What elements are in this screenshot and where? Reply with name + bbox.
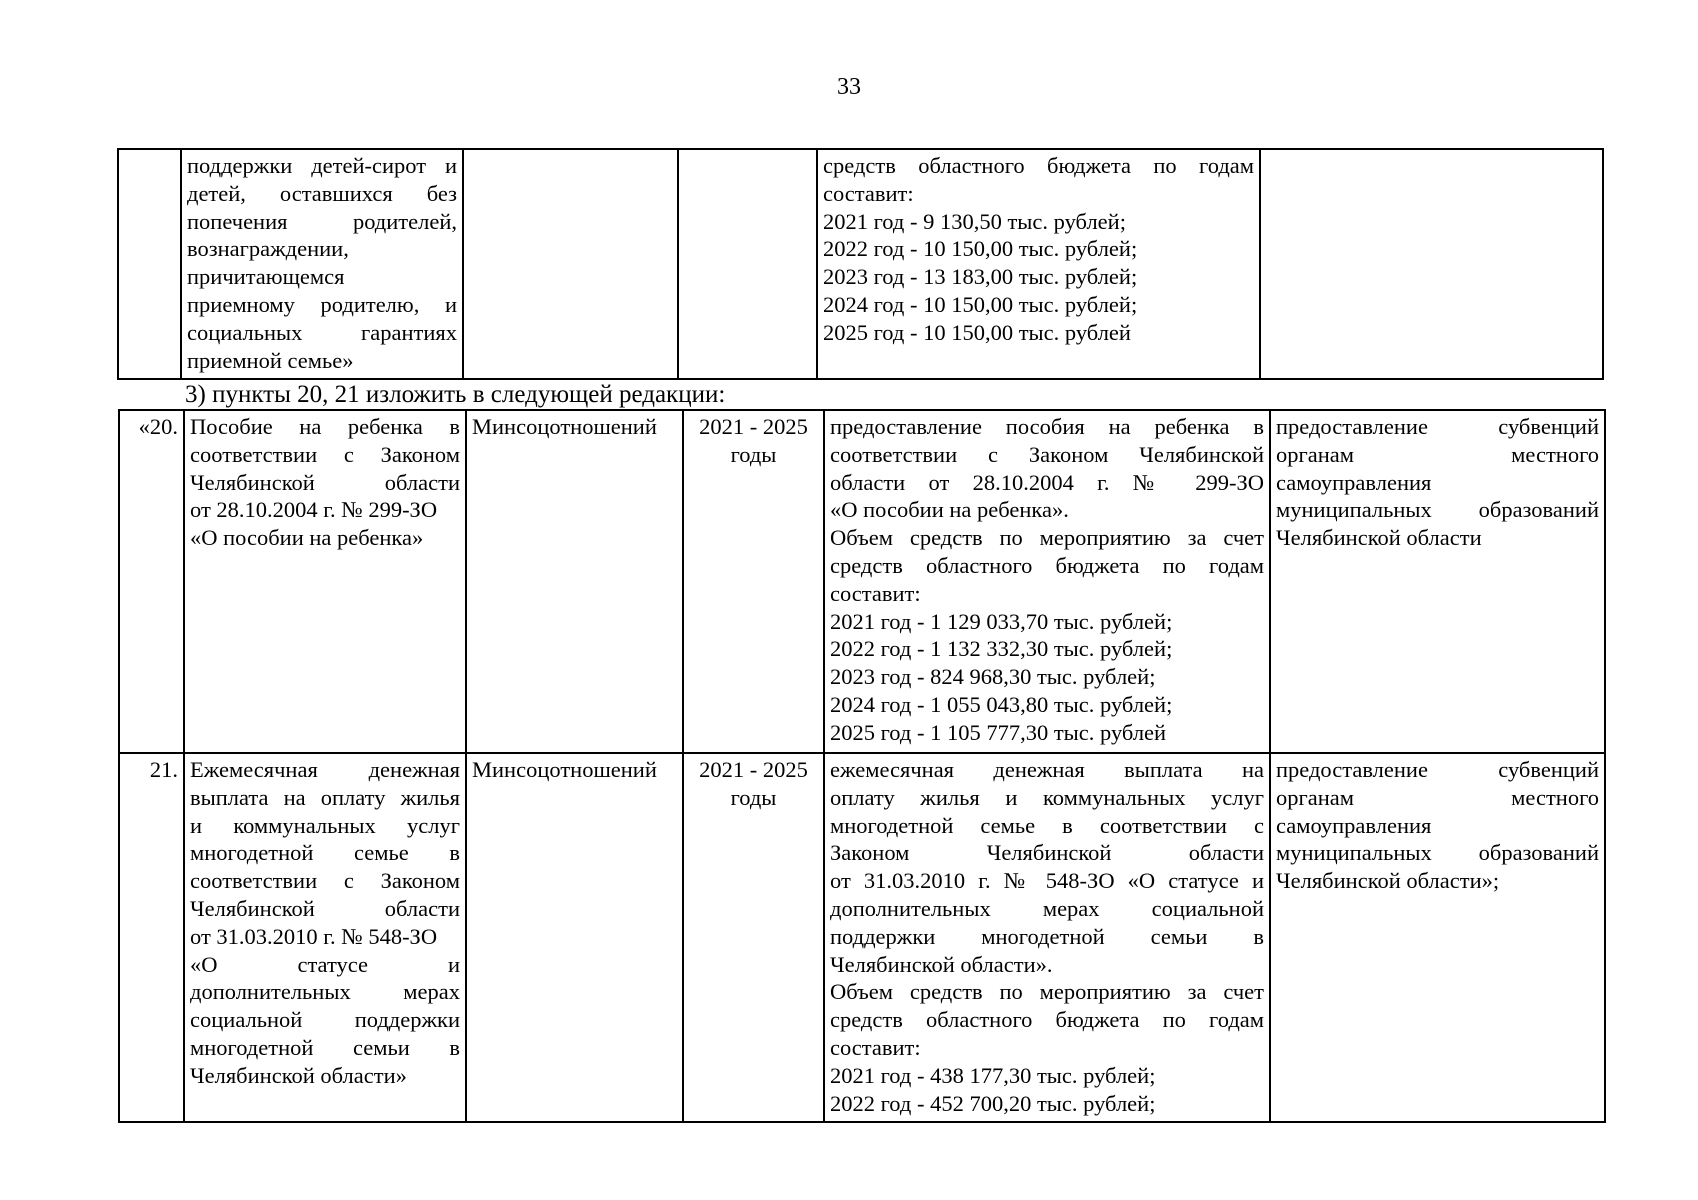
text-line: поддержки многодетной семьи в: [830, 923, 1264, 949]
text-line: приемной семье»: [187, 347, 354, 373]
period-cell: [683, 410, 824, 753]
text-line: органам местного: [1276, 784, 1599, 810]
text-line: предоставление субвенций: [1276, 757, 1599, 782]
text-line: предоставление субвенций: [1276, 414, 1599, 439]
text-line: социальных гарантиях: [187, 319, 457, 345]
text-line: 2021 - 2025: [699, 414, 808, 439]
text-line: соответствии с Законом Челябинской: [830, 441, 1264, 467]
text-line: «О пособии на ребенка»: [190, 525, 424, 551]
description-cell: [817, 149, 1260, 379]
description-cell: [824, 753, 1270, 1122]
measure-name-cell: [181, 149, 463, 379]
text-line: 2025 год - 10 150,00 тыс. рублей: [823, 319, 1131, 345]
mechanism-cell: [1260, 149, 1603, 379]
text-line: 2021 год - 9 130,50 тыс. рублей;: [823, 208, 1126, 234]
text-line: составит:: [830, 580, 921, 606]
text-line: 2024 год - 1 055 043,80 тыс. рублей;: [830, 691, 1173, 717]
text-line: годы: [730, 784, 777, 810]
text-line: дополнительных мерах: [190, 979, 460, 1005]
measure-name-cell: [184, 410, 466, 753]
text-line: детей, оставшихся без: [187, 180, 457, 206]
text-line: ежемесячная денежная выплата на: [830, 757, 1264, 782]
text-line: области от 28.10.2004 г. № 299-ЗО: [830, 469, 1264, 495]
continuation-table: [117, 148, 1604, 380]
text-line: приемному родителю, и: [187, 291, 457, 317]
text-line: Челябинской области: [190, 895, 460, 921]
table-row: [118, 149, 1603, 379]
text-line: многодетной семьи в: [190, 1034, 460, 1060]
table-row: [119, 410, 1605, 753]
text-line: 2022 год - 1 132 332,30 тыс. рублей;: [830, 636, 1173, 662]
text-line: оплату жилья и коммунальных услуг: [830, 784, 1264, 810]
period-cell: [683, 753, 824, 1122]
text-line: 2022 год - 452 700,20 тыс. рублей;: [830, 1090, 1156, 1116]
text-line: предоставление пособия на ребенка в: [830, 414, 1264, 439]
text-line: «О статусе и: [190, 951, 460, 977]
text-line: Пособие на ребенка в: [190, 414, 460, 439]
text-line: соответствии с Законом: [190, 868, 460, 894]
text-line: выплата на оплату жилья: [190, 784, 460, 810]
text-line: составит:: [823, 180, 914, 206]
mechanism-cell: [1270, 753, 1605, 1122]
text-line: причитающемся: [187, 264, 345, 290]
text-line: Челябинской области».: [830, 951, 1053, 977]
text-line: соответствии с Законом: [190, 441, 460, 467]
text-line: и коммунальных услуг: [190, 812, 460, 838]
text-line: Законом Челябинской области: [830, 840, 1264, 866]
text-line: годы: [730, 441, 777, 467]
measure-name-cell: [184, 753, 466, 1122]
text-line: 2021 год - 1 129 033,70 тыс. рублей;: [830, 608, 1173, 634]
mechanism-cell: [1270, 410, 1605, 753]
text-line: Челябинской области: [1276, 525, 1482, 551]
text-line: 2023 год - 824 968,30 тыс. рублей;: [830, 664, 1156, 690]
text-line: 2024 год - 10 150,00 тыс. рублей;: [823, 291, 1138, 317]
executor-cell: [463, 149, 678, 379]
text-line: муниципальных образований: [1276, 840, 1599, 866]
text-line: многодетной семье в: [190, 840, 460, 866]
text-line: 2025 год - 1 105 777,30 тыс. рублей: [830, 719, 1167, 745]
text-line: 2023 год - 13 183,00 тыс. рублей;: [823, 264, 1138, 290]
table-row: [119, 753, 1605, 1122]
text-line: составит:: [830, 1034, 921, 1060]
text-line: 2022 год - 10 150,00 тыс. рублей;: [823, 236, 1138, 262]
description-cell: [824, 410, 1270, 753]
number-cell: [118, 149, 181, 379]
text-line: Челябинской области: [190, 469, 460, 495]
text-line: Объем средств по мероприятию за счет: [830, 525, 1264, 551]
text-line: от 31.03.2010 г. № 548-ЗО: [190, 923, 438, 949]
row-number: 21.: [119, 753, 184, 1122]
text-line: Ежемесячная денежная: [190, 757, 460, 782]
text-line: 2021 год - 438 177,30 тыс. рублей;: [830, 1062, 1156, 1088]
text-line: органам местного: [1276, 441, 1599, 467]
text-line: средств областного бюджета по годам: [830, 552, 1264, 578]
page-number: 33: [837, 74, 861, 100]
text-line: дополнительных мерах социальной: [830, 895, 1264, 921]
text-line: попечения родителей,: [187, 208, 457, 234]
text-line: 2021 - 2025: [699, 757, 808, 782]
text-line: вознаграждении,: [187, 236, 349, 262]
text-line: самоуправления: [1276, 812, 1432, 838]
measures-table: [118, 409, 1606, 1123]
text-line: «О пособии на ребенка».: [830, 497, 1069, 523]
text-line: социальной поддержки: [190, 1007, 460, 1033]
period-cell: [678, 149, 817, 379]
text-line: от 31.03.2010 г. № 548-ЗО «О статусе и: [830, 868, 1264, 894]
text-line: средств областного бюджета по годам: [823, 153, 1254, 178]
text-line: многодетной семье в соответствии с: [830, 812, 1264, 838]
text-line: средств областного бюджета по годам: [830, 1007, 1264, 1033]
text-line: Объем средств по мероприятию за счет: [830, 979, 1264, 1005]
executor-cell: Минсоцотношений: [466, 753, 683, 1122]
text-line: поддержки детей-сирот и: [187, 153, 457, 178]
text-line: Челябинской области»: [190, 1062, 407, 1088]
row-number: «20.: [119, 410, 184, 753]
text-line: Челябинской области»;: [1276, 868, 1500, 894]
text-line: от 28.10.2004 г. № 299-ЗО: [190, 497, 438, 523]
text-line: самоуправления: [1276, 469, 1432, 495]
instruction-text: 3) пункты 20, 21 изложить в следующей редакции:: [185, 381, 726, 408]
text-line: муниципальных образований: [1276, 497, 1599, 523]
executor-cell: Минсоцотношений: [466, 410, 683, 753]
